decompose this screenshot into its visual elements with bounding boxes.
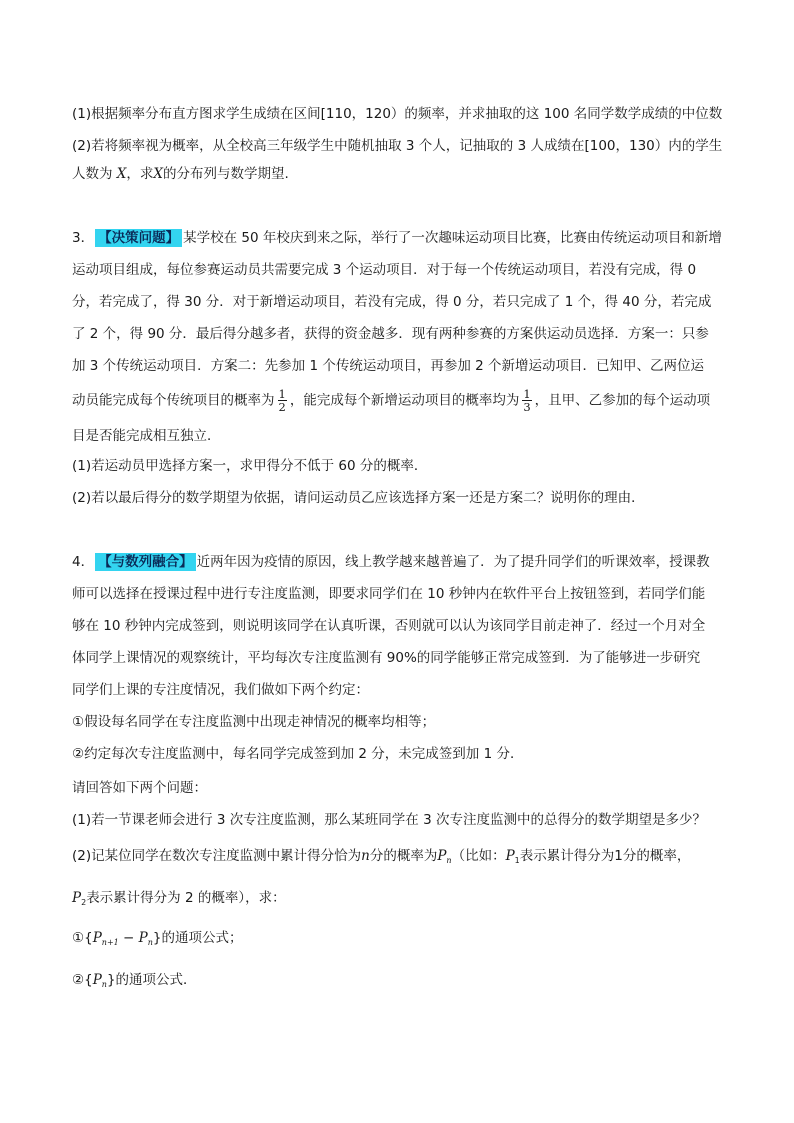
text: 动员能完成每个传统项目的概率为 bbox=[72, 392, 275, 409]
problem-3-line-5: 加 3 个传统运动项目．方案二：先参加 1 个传统运动项目，再参加 2 个新增运动项目．已知甲、乙两位运 bbox=[72, 358, 705, 374]
text: 的通项公式． bbox=[115, 972, 197, 988]
problem-4-line-1 bbox=[72, 552, 710, 572]
variable-p: P bbox=[437, 848, 447, 864]
text: ② bbox=[72, 972, 85, 988]
brace: } bbox=[152, 930, 162, 946]
variable-p: P bbox=[138, 930, 148, 946]
variable-p: P bbox=[92, 930, 102, 946]
fraction-numerator: 1 bbox=[523, 387, 531, 401]
fraction bbox=[522, 388, 531, 413]
problem-4-line-4: 体同学上课情况的观察统计，平均每次专注度监测有 90%的同学能够正常完成签到．为了能够进一步研究 bbox=[72, 650, 701, 666]
variable-x: X bbox=[153, 166, 164, 182]
prev-question-2-line-1: (2)若将频率视为概率，从全校高三年级学生中随机抽取 3 个人，记抽取的 3 人成绩在[100，130）内的学生 bbox=[72, 138, 723, 154]
text: 人数为 bbox=[72, 166, 113, 182]
problem-4-line-2: 师可以选择在授课过程中进行专注度监测，即要求同学们在 10 秒钟内在软件平台上按钮签到，若同学们能 bbox=[72, 586, 706, 602]
text: ，能完成每个新增运动项目的概率均为 bbox=[289, 392, 520, 409]
text: ，求 bbox=[126, 166, 154, 182]
text: (2)记某位同学在数次专注度监测中累计得分恰为 bbox=[72, 848, 362, 864]
prev-question-1: (1)根据频率分布直方图求学生成绩在区间[110，120）的频率，并求抽取的这 100 名同学数学成绩的中位数 bbox=[72, 106, 723, 122]
problem-3-line-3: 分，若完成了，得 30 分．对于新增运动项目，若没有完成，得 0 分，若只完成了 1 个，得 40 分，若完成 bbox=[72, 294, 712, 310]
subscript: n+1 bbox=[101, 938, 119, 947]
problem-4-ask: 请回答如下两个问题： bbox=[72, 780, 207, 796]
subscript: n bbox=[147, 938, 153, 947]
problem-4-question-1: (1)若一节课老师会进行 3 次专注度监测，那么某班同学在 3 次专注度监测中的总得分的数学期望是多少？ bbox=[72, 812, 706, 828]
variable-p: P bbox=[72, 890, 82, 906]
problem-4-subquestion-1 bbox=[72, 928, 243, 953]
variable-p: P bbox=[505, 848, 515, 864]
text: ，且甲、乙参加的每个运动项 bbox=[534, 392, 711, 409]
text: 分的概率为 bbox=[369, 848, 438, 864]
problem-4-question-2 bbox=[72, 846, 690, 871]
text: 的通项公式； bbox=[161, 930, 243, 946]
problem-4-subquestion-2 bbox=[72, 970, 197, 995]
subscript: 2 bbox=[81, 898, 87, 907]
text: 表示累计得分为 2 的概率），求： bbox=[86, 890, 286, 906]
problem-number: 4． bbox=[72, 554, 95, 570]
prev-question-2-line-2 bbox=[72, 164, 289, 184]
problem-tag: 【与数列融合】 bbox=[95, 553, 196, 571]
problem-4-convention-1: ①假设每名同学在专注度监测中出现走神情况的概率均相等； bbox=[72, 714, 436, 730]
problem-number: 3． bbox=[72, 230, 95, 246]
problem-3-line-7: 目是否能完成相互独立． bbox=[72, 428, 221, 444]
problem-3-line-6 bbox=[72, 388, 710, 413]
subscript: n bbox=[101, 980, 107, 989]
fraction-denominator: 3 bbox=[523, 400, 531, 414]
variable-x: X bbox=[116, 166, 127, 182]
problem-4-convention-2: ②约定每次专注度监测中，每名同学完成签到加 2 分，未完成签到加 1 分． bbox=[72, 746, 524, 762]
text: ① bbox=[72, 930, 85, 946]
problem-4-line-3: 够在 10 秒钟内完成签到，则说明该同学在认真听课，否则就可以认为该同学目前走神了．经过一个月对全 bbox=[72, 618, 706, 634]
variable-n: n bbox=[361, 848, 370, 864]
subscript: 1 bbox=[514, 856, 520, 865]
brace: { bbox=[84, 972, 93, 988]
problem-3-question-1: (1)若运动员甲选择方案一，求甲得分不低于 60 分的概率． bbox=[72, 458, 428, 474]
fraction bbox=[278, 388, 287, 413]
variable-p: P bbox=[92, 972, 102, 988]
brace: { bbox=[84, 930, 93, 946]
text: 某学校在 50 年校庆到来之际，举行了一次趣味运动项目比赛，比赛由传统运动项目和新增 bbox=[183, 230, 722, 246]
text: 的分布列与数学期望. bbox=[163, 166, 289, 182]
subscript: n bbox=[446, 856, 452, 865]
problem-3-line-1 bbox=[72, 228, 722, 248]
problem-tag: 【决策问题】 bbox=[95, 229, 182, 247]
problem-3-question-2: (2)若以最后得分的数学期望为依据，请问运动员乙应该选择方案一还是方案二？说明你的理由． bbox=[72, 490, 645, 506]
brace: } bbox=[106, 972, 116, 988]
problem-3-line-2: 运动项目组成，每位参赛运动员共需要完成 3 个运动项目．对于每一个传统运动项目，若没有完成，得 0 bbox=[72, 262, 697, 278]
minus-sign: − bbox=[118, 930, 139, 946]
problem-4-line-5: 同学们上课的专注度情况，我们做如下两个约定： bbox=[72, 682, 369, 698]
fraction-numerator: 1 bbox=[278, 387, 286, 401]
text: （比如： bbox=[451, 848, 506, 864]
problem-4-question-2-cont bbox=[72, 888, 286, 913]
text: 表示累计得分为1分的概率， bbox=[519, 848, 691, 864]
problem-3-line-4: 了 2 个，得 90 分．最后得分越多者，获得的资金越多．现有两种参赛的方案供运动员选择．方案一：只参 bbox=[72, 326, 709, 342]
text: 近两年因为疫情的原因，线上教学越来越普遍了．为了提升同学们的听课效率，授课教 bbox=[196, 554, 710, 570]
fraction-denominator: 2 bbox=[278, 400, 286, 414]
